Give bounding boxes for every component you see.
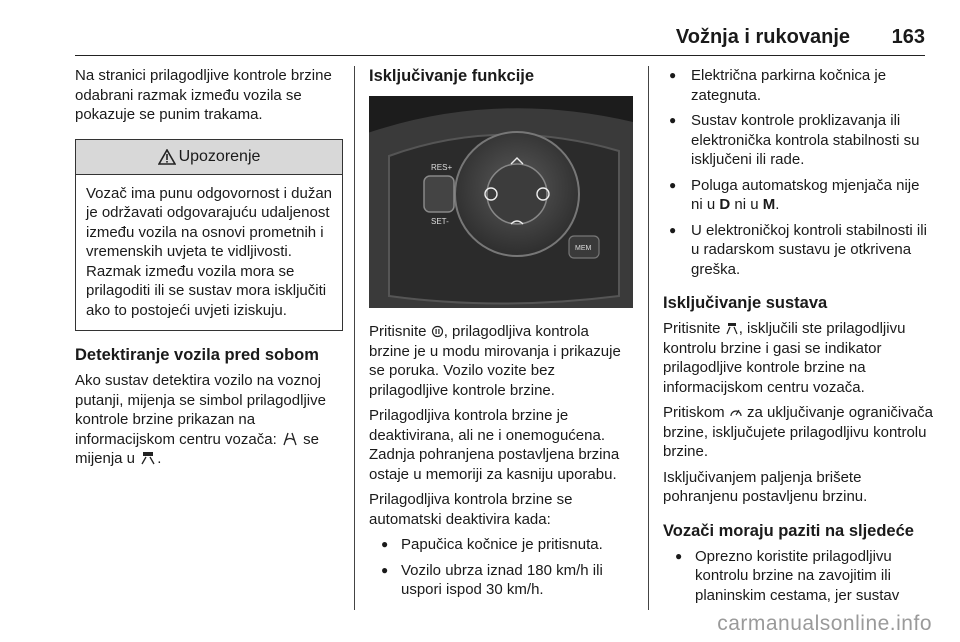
page-title: Vožnja i rukovanje: [675, 26, 850, 48]
mem-label: MEM: [575, 245, 592, 252]
s1p2-text-b: za uključivanje ograničivača brzine, isključujete prilagodljivu kontrolu brzine.: [663, 404, 933, 460]
system-off-paragraph-2: [663, 403, 933, 462]
list-item: ● Vozilo ubrza iznad 180 km/h ili uspori ispod 30 km/h.: [369, 561, 633, 600]
detection-text-a: Ako sustav detektira vozilo na voznoj putanji, mijenja se simbol prilagodljive kontrole brzine prikazan na informacijskom centru vozača:: [75, 372, 326, 448]
caution-list: [663, 547, 933, 606]
detection-text-c: .: [157, 450, 162, 467]
list-item-text: .: [775, 196, 780, 213]
acc-no-vehicle-icon: [281, 432, 299, 446]
watermark: carmanualsonline.info: [717, 612, 932, 635]
column-divider-1: [354, 66, 355, 610]
section-title-system-off: Isključivanje sustava: [663, 294, 828, 312]
system-off-paragraph-1: [663, 319, 933, 397]
deactivation-paragraph-1: [369, 322, 633, 400]
intro-paragraph: Na stranici prilagodljive kontrole brzine odabrani razmak između vozila se pokazuje se punim trakama.: [75, 67, 332, 123]
column-2: [369, 66, 633, 606]
warning-triangle-icon: [158, 149, 176, 165]
p1-text-b: , prilagodljiva kontrola brzine je u modu mirovanja i prikazuje se poruka. Vozilo vozite bez prilagodljive kontrole brzine.: [369, 323, 621, 399]
header-rule: [75, 55, 925, 56]
list-item: ● Papučica kočnice je pritisnuta.: [369, 535, 633, 555]
list-item: [663, 176, 933, 215]
warning-title: Upozorenje: [178, 147, 261, 165]
section-title-detection: Detektiranje vozila pred sobom: [75, 346, 319, 364]
steering-wheel-illustration: [369, 96, 633, 308]
page-number: 163: [891, 26, 925, 48]
list-item: ● Električna parkirna kočnica je zategnuta.: [663, 66, 933, 105]
detection-text-b: se mijenja u: [75, 430, 319, 467]
list-item: ● U elektroničkoj kontroli stabilnosti ili u radarskom sustavu je otkrivena greška.: [663, 221, 933, 280]
deactivation-list: [369, 535, 633, 600]
list-item-text: ni u: [730, 196, 763, 213]
column-1: [75, 66, 343, 475]
s1p1-text-a: Pritisnite: [663, 320, 721, 337]
steering-wheel-controls-figure: [369, 96, 633, 308]
section-title-deactivation: Isključivanje funkcije: [369, 67, 535, 85]
s1p1-text-b: , isključili ste prilagodljivu kontrolu brzine i gasi se indikator prilagodljive kontrole brzine na informacijskom centru vozača.: [663, 320, 906, 396]
detection-paragraph: [75, 371, 343, 469]
system-off-paragraph-3: Isključivanjem paljenja brišete pohranjenu postavljenu brzinu.: [663, 468, 868, 505]
warning-box: [75, 139, 343, 332]
gear-m-label: M: [762, 196, 776, 213]
page-header: [75, 20, 925, 56]
column-divider-2: [648, 66, 649, 610]
list-item: ● Sustav kontrole proklizavanja ili elektronička kontrola stabilnosti su isključeni ili rade.: [663, 111, 933, 170]
acc-off-icon: [725, 322, 739, 335]
warning-header: [76, 140, 342, 175]
acc-vehicle-detected-icon: [139, 451, 157, 465]
s1p2-text-a: Pritiskom: [663, 404, 725, 421]
speed-limiter-icon: [729, 406, 743, 419]
warning-body: Vozač ima punu odgovornost i dužan je održavati odgovarajuću udaljenost između vozila na osnovi prometnih i vremenskih uvjeta te vidljivosti. Razmak između vozila mora se prilagoditi ili se sustav mora isključiti ako to postojeći uvjeti iziskuju.: [86, 184, 332, 319]
acc-pause-icon: [431, 325, 444, 338]
gear-d-label: D: [719, 196, 731, 213]
deactivation-conditions-list: [663, 66, 933, 279]
set-label: SET-: [431, 217, 449, 226]
list-item: ● Oprezno koristite prilagodljivu kontrolu brzine na zavojitim ili planinskim cestama, jer sustav: [663, 547, 933, 606]
section-title-driver-caution: Vozači moraju paziti na sljedeće: [663, 521, 914, 540]
p1-text-a: Pritisnite: [369, 323, 427, 340]
column-3: [663, 66, 933, 611]
deactivation-paragraph-2: Prilagodljiva kontrola brzine je deaktivirana, ali ne i onemogućena. Zadnja pohranjena postavljena brzina ostaje u memoriji za kasniju uporabu.: [369, 407, 620, 483]
list-item-text: Poluga automatskog mjenjača nije ni u: [691, 176, 920, 213]
res-label: RES+: [431, 163, 453, 172]
deactivation-paragraph-3: Prilagodljiva kontrola brzine se automatski deaktivira kada:: [369, 491, 573, 528]
